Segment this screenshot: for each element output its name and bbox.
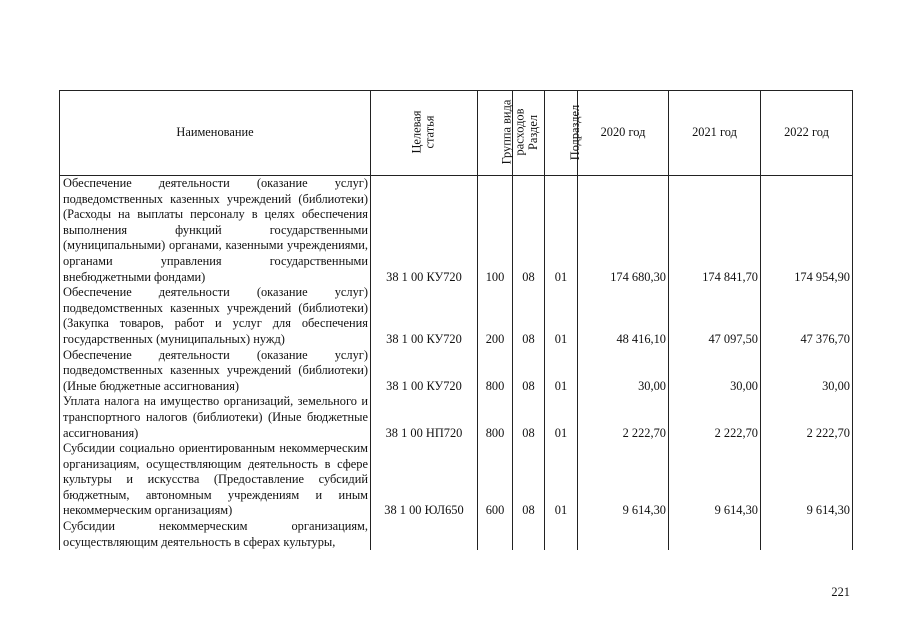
row-2021: 9 614,30 — [669, 441, 761, 519]
row-group: 800 — [478, 348, 513, 395]
header-2020: 2020 год — [578, 91, 669, 176]
header-2021: 2021 год — [669, 91, 761, 176]
row-name: Уплата налога на имущество организаций, земельного и транспортного налогов (библиотеки) (Иные бюджетные ассигнования) — [60, 394, 371, 441]
header-name: Наименование — [60, 91, 371, 176]
row-target: 38 1 00 КУ720 — [371, 176, 478, 286]
row-2020: 9 614,30 — [578, 441, 669, 519]
row-name: Субсидии социально ориентированным некоммерческим организациям, осуществляющим деятельность в сфере культуры и искусства (Предоставление субсидий бюджетным, автономным учреждениям и иным некоммерческим организациям) — [60, 441, 371, 519]
row-2020: 30,00 — [578, 348, 669, 395]
table-row — [60, 441, 853, 519]
row-group — [478, 519, 513, 550]
header-subsection: Подраздел — [545, 91, 578, 176]
row-2021: 2 222,70 — [669, 394, 761, 441]
table-header-row — [60, 91, 853, 176]
table-row — [60, 176, 853, 286]
row-2020: 2 222,70 — [578, 394, 669, 441]
row-subsection: 01 — [545, 394, 578, 441]
row-2021: 174 841,70 — [669, 176, 761, 286]
row-subsection: 01 — [545, 441, 578, 519]
row-target — [371, 519, 478, 550]
budget-table — [59, 90, 853, 550]
row-2022: 174 954,90 — [761, 176, 853, 286]
row-group: 200 — [478, 285, 513, 347]
row-subsection: 01 — [545, 285, 578, 347]
header-target: Целевая статья — [371, 91, 478, 176]
row-group: 800 — [478, 394, 513, 441]
table-row — [60, 394, 853, 441]
row-section: 08 — [513, 176, 545, 286]
row-2022 — [761, 519, 853, 550]
row-section: 08 — [513, 394, 545, 441]
row-2020: 48 416,10 — [578, 285, 669, 347]
row-2021 — [669, 519, 761, 550]
row-section: 08 — [513, 441, 545, 519]
row-2022: 47 376,70 — [761, 285, 853, 347]
row-target: 38 1 00 КУ720 — [371, 348, 478, 395]
header-group: Группа вида расходов — [478, 91, 513, 176]
page-number: 221 — [831, 585, 850, 599]
row-subsection: 01 — [545, 348, 578, 395]
table-row — [60, 285, 853, 347]
row-section: 08 — [513, 348, 545, 395]
table-row — [60, 519, 853, 550]
row-section — [513, 519, 545, 550]
row-section: 08 — [513, 285, 545, 347]
row-subsection — [545, 519, 578, 550]
row-2022: 30,00 — [761, 348, 853, 395]
header-2022: 2022 год — [761, 91, 853, 176]
row-name: Обеспечение деятельности (оказание услуг) подведомственных казенных учреждений (библиотеки) (Закупка товаров, работ и услуг для обеспечения государственных (муниципальных) нужд) — [60, 285, 371, 347]
row-group: 100 — [478, 176, 513, 286]
row-group: 600 — [478, 441, 513, 519]
row-target: 38 1 00 ЮЛ650 — [371, 441, 478, 519]
row-target: 38 1 00 НП720 — [371, 394, 478, 441]
row-subsection: 01 — [545, 176, 578, 286]
row-name: Обеспечение деятельности (оказание услуг) подведомственных казенных учреждений (библиотеки) (Иные бюджетные ассигнования) — [60, 348, 371, 395]
table-row — [60, 348, 853, 395]
row-name: Обеспечение деятельности (оказание услуг) подведомственных казенных учреждений (библиотеки) (Расходы на выплаты персоналу в целях обеспечения выполнения функций государственными (муниципальными) органами, казенными учреждениями, органами управления государственными внебюджетными фондами) — [60, 176, 371, 286]
header-section: Раздел — [513, 91, 545, 176]
row-name: Субсидии некоммерческим организациям, осуществляющим деятельность в сферах культуры, — [60, 519, 371, 550]
row-2021: 30,00 — [669, 348, 761, 395]
row-2020 — [578, 519, 669, 550]
row-2021: 47 097,50 — [669, 285, 761, 347]
row-2022: 2 222,70 — [761, 394, 853, 441]
row-2020: 174 680,30 — [578, 176, 669, 286]
row-target: 38 1 00 КУ720 — [371, 285, 478, 347]
row-2022: 9 614,30 — [761, 441, 853, 519]
